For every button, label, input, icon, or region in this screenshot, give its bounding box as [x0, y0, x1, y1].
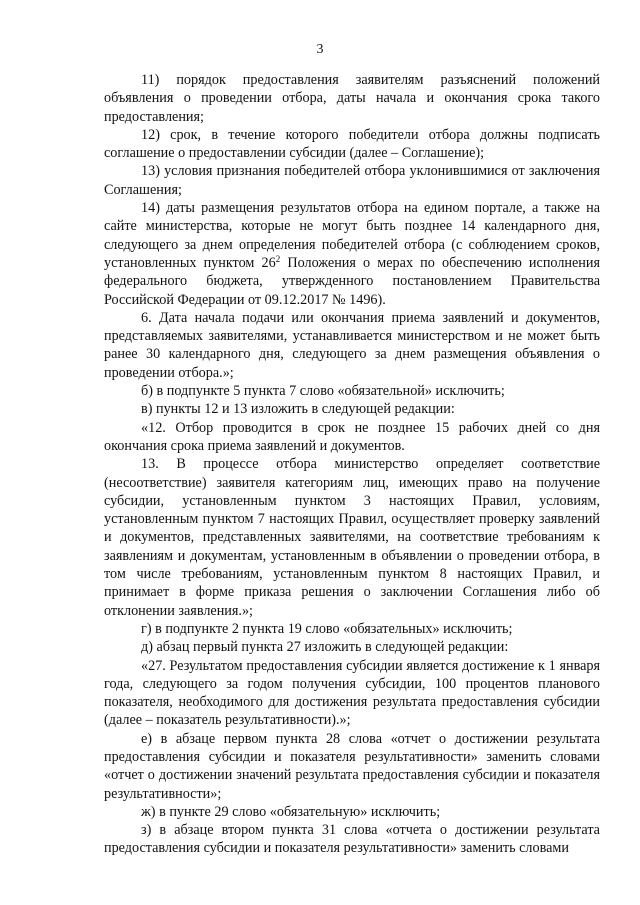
paragraph-point-13: 13. В процессе отбора министерство определяет соответствие (несоответствие) заявителя категориям лиц, имеющих право на получение субсидии, установленным пунктом 3 настоящих Правил, условиям, установленным пунктом 7 настоящих Правил, осуществляет проверку заявлений и документов, представленных заявителями, на соответствие требованиям к заявлениям и документам, установленным в объявлении о проведении отбора, в том числе требованиям, установленным пунктом 8 настоящих Правил, и принимает в форме приказа решения о заключении Соглашения либо об отклонении заявления.»;	[104, 456, 600, 619]
paragraph-item-11: 11) порядок предоставления заявителям разъяснений положений объявления о проведении отбора, даты начала и окончания срока такого предоставления;	[104, 72, 600, 125]
paragraph-item-14	[104, 199, 600, 309]
paragraph-item-14-part1: 14) даты размещения результатов отбора на едином портале, а также на сайте министерства, которые не могут быть позднее 14 календарного дня, следующего за днем определения победителей отбора (с соблюдением сроков, установленных пунктом 26	[104, 200, 600, 271]
paragraph-point-12: «12. Отбор проводится в срок не позднее 15 рабочих дней со дня окончания срока приема заявлений и документов.	[104, 419, 600, 454]
paragraph-subitem-zh: ж) в пункте 29 слово «обязательную» исключить;	[141, 803, 441, 820]
paragraph-item-14-superscript: 2	[275, 253, 281, 264]
paragraph-subitem-g: г) в подпункте 2 пункта 19 слово «обязательных» исключить;	[141, 620, 513, 637]
paragraph-item-13: 13) условия признания победителей отбора уклонившимися от заключения Соглашения;	[104, 163, 600, 198]
paragraph-point-27: «27. Результатом предоставления субсидии является достижение к 1 января года, следующего за годом получения субсидии, 100 процентов планового показателя, необходимого для достижения результата предоставления субсидии (далее – показатель результативности).»;	[104, 657, 600, 729]
document-body	[104, 71, 600, 858]
paragraph-subitem-v: в) пункты 12 и 13 изложить в следующей редакции:	[141, 401, 455, 418]
paragraph-item-14-part2: Положения о мерах по обеспечению исполнения федерального бюджета, утвержденного постановлением Правительства Российской Федерации от 09.12.2017 № 1496).	[104, 254, 601, 308]
paragraph-subitem-e: е) в абзаце первом пункта 28 слова «отчет о достижении результата предоставления субсидии и показателя результативности» заменить словами «отчет о достижении значений результата предоставления субсидии и показателя результативности»;	[104, 730, 600, 802]
paragraph-subitem-d: д) абзац первый пункта 27 изложить в следующей редакции:	[141, 639, 509, 656]
page-number: 3	[316, 42, 324, 57]
paragraph-subitem-b: б) в подпункте 5 пункта 7 слово «обязательной» исключить;	[141, 383, 505, 400]
paragraph-item-12: 12) срок, в течение которого победители отбора должны подписать соглашение о предоставлении субсидии (далее – Соглашение);	[104, 126, 600, 162]
paragraph-point-6: 6. Дата начала подачи или окончания приема заявлений и документов, представляемых заявителями, устанавливается министерством и не может быть ранее 30 календарного дня, следующего за днем размещения объявления о проведении отбора.»;	[104, 309, 600, 381]
paragraph-subitem-z: з) в абзаце втором пункта 31 слова «отчета о достижении результата предоставления субсидии и показателя результативности» заменить словами	[104, 822, 600, 857]
